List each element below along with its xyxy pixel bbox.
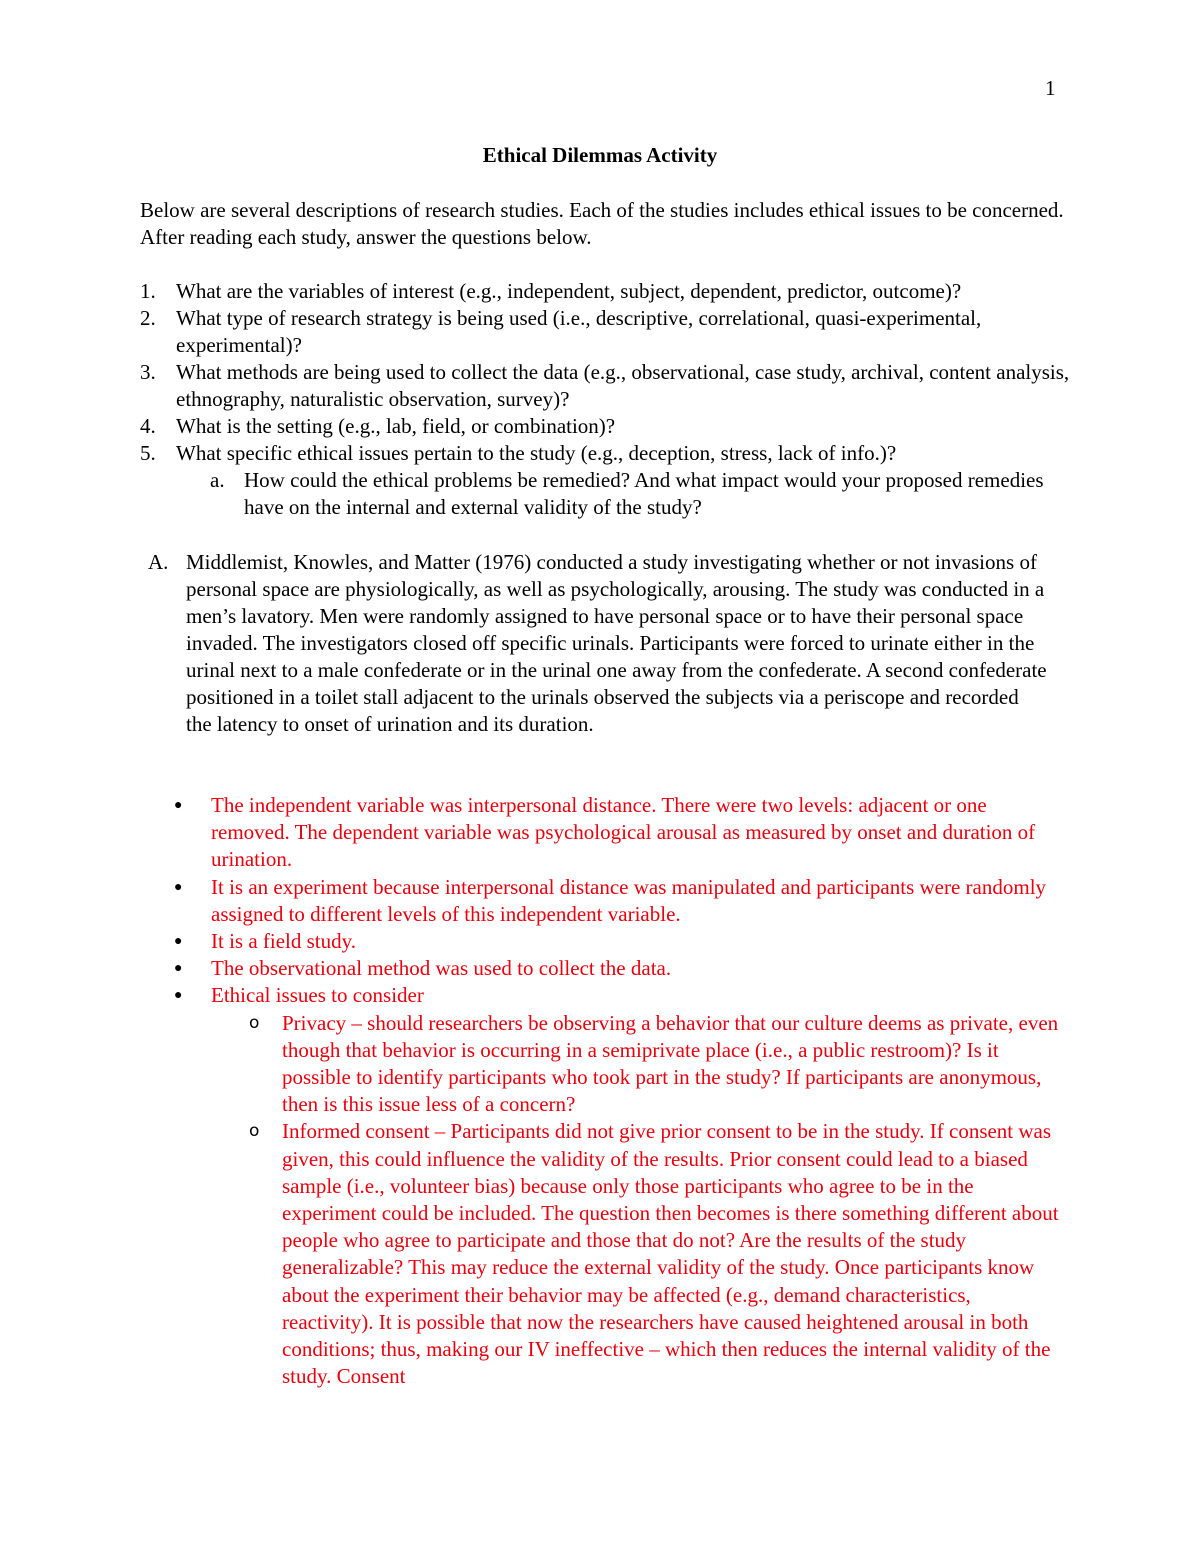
question-list [140, 278, 1075, 521]
answer-item [172, 955, 1062, 982]
study-description [148, 549, 1048, 738]
sub-question-letter: a. [210, 468, 225, 492]
question-item [140, 359, 1075, 413]
hollow-bullet-icon: o [249, 1121, 260, 1142]
answer-text: It is a field study. [211, 929, 357, 954]
page-number: 1 [1045, 76, 1056, 100]
bullet-icon: ● [174, 934, 183, 950]
question-text: What is the setting (e.g., lab, field, or combination)? [176, 414, 616, 438]
question-number: 5. [140, 441, 156, 465]
question-number: 4. [140, 414, 156, 438]
question-number: 1. [140, 279, 156, 303]
question-item [140, 440, 1075, 467]
question-item [140, 278, 1075, 305]
sub-question-text: How could the ethical problems be remedied? And what impact would your proposed remedies have on the internal and external validity of the study? [244, 468, 1044, 519]
document-title: Ethical Dilemmas Activity [482, 143, 718, 167]
question-text: What methods are being used to collect the data (e.g., observational, case study, archival, content analysis, ethnography, naturalistic observation, survey)? [176, 360, 1070, 411]
answer-list [172, 792, 1062, 1390]
hollow-bullet-icon: o [249, 1012, 260, 1033]
question-number: 2. [140, 306, 156, 330]
answer-text: It is an experiment because interpersonal distance was manipulated and participants were randomly assigned to different levels of this independent variable. [211, 874, 1047, 926]
bullet-icon: ● [174, 879, 183, 895]
question-item [140, 413, 1075, 440]
answer-sub-item [172, 1010, 1062, 1119]
answer-sub-text: Informed consent – Participants did not give prior consent to be in the study. If consent was given, this could influence the validity of the results. Prior consent could lead to a biased sample (i.e., volunteer bias) because only those participants who agree to be in the experiment could be included. The question then becomes is there something different about people who agree to participate and those that do not? Are the results of the study generalizable? This may reduce the external validity of the study. Once participants know about the experiment their behavior may be affected (e.g., demand characteristics, reactivity). It is possible that now the researchers have caused heightened arousal in both conditions; thus, making our IV ineffective – which then reduces the internal validity of the study. Consent [282, 1119, 1059, 1389]
sub-question-item [140, 467, 1075, 521]
answer-text: Ethical issues to consider [211, 983, 424, 1008]
question-text: What type of research strategy is being used (i.e., descriptive, correlational, quasi-experimental, experimental)? [176, 306, 982, 357]
answer-item [172, 874, 1062, 928]
bullet-icon: ● [174, 961, 183, 977]
question-text: What are the variables of interest (e.g., independent, subject, dependent, predictor, outcome)? [176, 279, 962, 303]
intro-paragraph: Below are several descriptions of research studies. Each of the studies includes ethical issues to be concerned. After reading each study, answer the questions below. [140, 198, 1064, 249]
answer-item [172, 982, 1062, 1009]
answer-sub-item [172, 1118, 1062, 1390]
bullet-icon: ● [174, 988, 183, 1004]
question-item [140, 305, 1075, 359]
question-text: What specific ethical issues pertain to the study (e.g., deception, stress, lack of info.)? [176, 441, 897, 465]
answer-text: The independent variable was interpersonal distance. There were two levels: adjacent or one removed. The dependent variable was psychological arousal as measured by onset and duration of urination. [211, 793, 1036, 872]
answer-sub-text: Privacy – should researchers be observing a behavior that our culture deems as private, even though that behavior is occurring in a semiprivate place (i.e., a public restroom)? Is it possible to identify participants who took part in the study? If participants are anonymous, then is this issue less of a concern? [282, 1010, 1059, 1117]
answer-item [172, 928, 1062, 955]
question-number: 3. [140, 360, 156, 384]
answer-item [172, 792, 1062, 874]
study-label: A. [148, 550, 169, 574]
bullet-icon: ● [174, 798, 183, 813]
answer-text: The observational method was used to collect the data. [211, 956, 672, 981]
study-text: Middlemist, Knowles, and Matter (1976) conducted a study investigating whether or not invasions of personal space are physiologically, as well as psychologically, arousing. The study was conducted in a men’s lavatory. Men were randomly assigned to have personal space or to have their personal space invaded. The investigators closed off specific urinals. Participants were forced to urinate either in the urinal next to a male confederate or in the urinal one away from the confederate. A second confederate positioned in a toilet stall adjacent to the urinals observed the subjects via a periscope and recorded the latency to onset of urination and its duration. [186, 550, 1047, 736]
